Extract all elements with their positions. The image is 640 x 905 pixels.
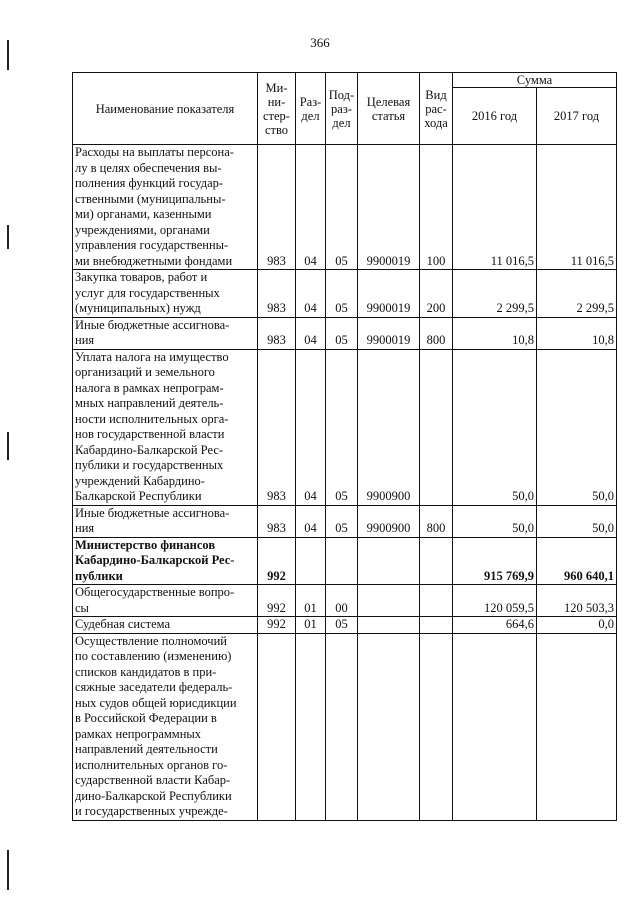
cell-section: 01: [296, 585, 326, 617]
cell-ministry: 992: [258, 617, 296, 634]
cell-type: [420, 585, 453, 617]
cell-y2016: 120 059,5: [453, 585, 537, 617]
cell-subsection: 05: [326, 617, 358, 634]
cell-target: 9900900: [358, 349, 420, 505]
cell-ministry: 983: [258, 505, 296, 537]
row-name: Расходы на выплаты персона- лу в целях обеспечения вы- полнения функций государ- ственными (муниципальны- ми) органами, казенными учреждениями, органами управления государственны- ми внебюджетными фондами: [73, 145, 258, 270]
cell-type: 800: [420, 317, 453, 349]
row-name: Общегосударственные вопро- сы: [73, 585, 258, 617]
cell-type: [420, 633, 453, 820]
header-subsection: Под- раз- дел: [326, 73, 358, 145]
cell-ministry: 992: [258, 585, 296, 617]
cell-y2016: 915 769,9: [453, 537, 537, 585]
cell-target: 9900019: [358, 317, 420, 349]
cell-type: [420, 349, 453, 505]
cell-y2017: 960 640,1: [537, 537, 617, 585]
row-name: Осуществление полномочий по составлению (изменению) списков кандидатов в при- сяжные заседатели федераль- ных судов общей юрисдикции в Российской Федерации в рамках непрограммных направлений деятельности исполнительных органов го- сударственной власти Кабар- дино-Балкарской Республики и государственных учрежде-: [73, 633, 258, 820]
cell-subsection: 00: [326, 585, 358, 617]
header-ministry: Ми- ни- стер- ство: [258, 73, 296, 145]
cell-y2017: 50,0: [537, 349, 617, 505]
cell-y2016: 10,8: [453, 317, 537, 349]
cell-ministry: 983: [258, 145, 296, 270]
table-row: [73, 537, 617, 585]
cell-subsection: 05: [326, 349, 358, 505]
budget-table: [72, 72, 617, 821]
cell-target: [358, 585, 420, 617]
cell-target: 9900900: [358, 505, 420, 537]
page-number: 366: [310, 35, 330, 50]
cell-y2017: 10,8: [537, 317, 617, 349]
header-type: Вид рас- хода: [420, 73, 453, 145]
cell-y2017: 0,0: [537, 617, 617, 634]
table-row: [73, 585, 617, 617]
table-row: [73, 617, 617, 634]
cell-section: 04: [296, 505, 326, 537]
cell-y2016: 50,0: [453, 505, 537, 537]
cell-subsection: 05: [326, 317, 358, 349]
table-row: [73, 349, 617, 505]
header-name: Наименование показателя: [73, 73, 258, 145]
cell-subsection: 05: [326, 270, 358, 318]
table-row: [73, 270, 617, 318]
cell-target: 9900019: [358, 270, 420, 318]
header-2016: 2016 год: [453, 88, 537, 145]
cell-section: 04: [296, 349, 326, 505]
row-name: Иные бюджетные ассигнова- ния: [73, 505, 258, 537]
table-row: [73, 317, 617, 349]
cell-target: [358, 537, 420, 585]
table-row: [73, 145, 617, 270]
cell-y2017: 120 503,3: [537, 585, 617, 617]
row-name: Закупка товаров, работ и услуг для государственных (муниципальных) нужд: [73, 270, 258, 318]
table-row: [73, 633, 617, 820]
cell-type: 100: [420, 145, 453, 270]
cell-ministry: 983: [258, 317, 296, 349]
cell-y2016: 664,6: [453, 617, 537, 634]
row-name: Министерство финансов Кабардино-Балкарской Рес- публики: [73, 537, 258, 585]
cell-subsection: 05: [326, 505, 358, 537]
cell-y2016: [453, 633, 537, 820]
cell-section: 04: [296, 270, 326, 318]
header-2017: 2017 год: [537, 88, 617, 145]
cell-target: [358, 633, 420, 820]
scan-mark: [7, 40, 9, 70]
cell-y2017: 2 299,5: [537, 270, 617, 318]
cell-subsection: [326, 633, 358, 820]
cell-section: [296, 633, 326, 820]
cell-target: 9900019: [358, 145, 420, 270]
header-sum: Сумма: [453, 73, 617, 88]
cell-y2016: 11 016,5: [453, 145, 537, 270]
cell-ministry: [258, 633, 296, 820]
scan-mark: [7, 225, 9, 249]
table-row: [73, 505, 617, 537]
row-name: Судебная система: [73, 617, 258, 634]
row-name: Уплата налога на имущество организаций и земельного налога в рамках непрограм- мных направлений деятель- ности исполнительных орга- нов государственной власти Кабардино-Балкарской Рес- публики и государственных учреждений Кабардино- Балкарской Республики: [73, 349, 258, 505]
row-name: Иные бюджетные ассигнова- ния: [73, 317, 258, 349]
cell-type: 800: [420, 505, 453, 537]
cell-ministry: 992: [258, 537, 296, 585]
cell-subsection: [326, 537, 358, 585]
cell-y2017: 11 016,5: [537, 145, 617, 270]
cell-type: [420, 537, 453, 585]
cell-section: 01: [296, 617, 326, 634]
cell-ministry: 983: [258, 349, 296, 505]
cell-y2017: [537, 633, 617, 820]
cell-section: 04: [296, 145, 326, 270]
scan-mark: [7, 850, 9, 890]
cell-type: 200: [420, 270, 453, 318]
cell-section: 04: [296, 317, 326, 349]
cell-subsection: 05: [326, 145, 358, 270]
cell-type: [420, 617, 453, 634]
header-section: Раз- дел: [296, 73, 326, 145]
cell-y2016: 50,0: [453, 349, 537, 505]
cell-section: [296, 537, 326, 585]
scan-mark: [7, 432, 9, 460]
header-target: Целевая статья: [358, 73, 420, 145]
cell-ministry: 983: [258, 270, 296, 318]
cell-y2017: 50,0: [537, 505, 617, 537]
cell-target: [358, 617, 420, 634]
cell-y2016: 2 299,5: [453, 270, 537, 318]
